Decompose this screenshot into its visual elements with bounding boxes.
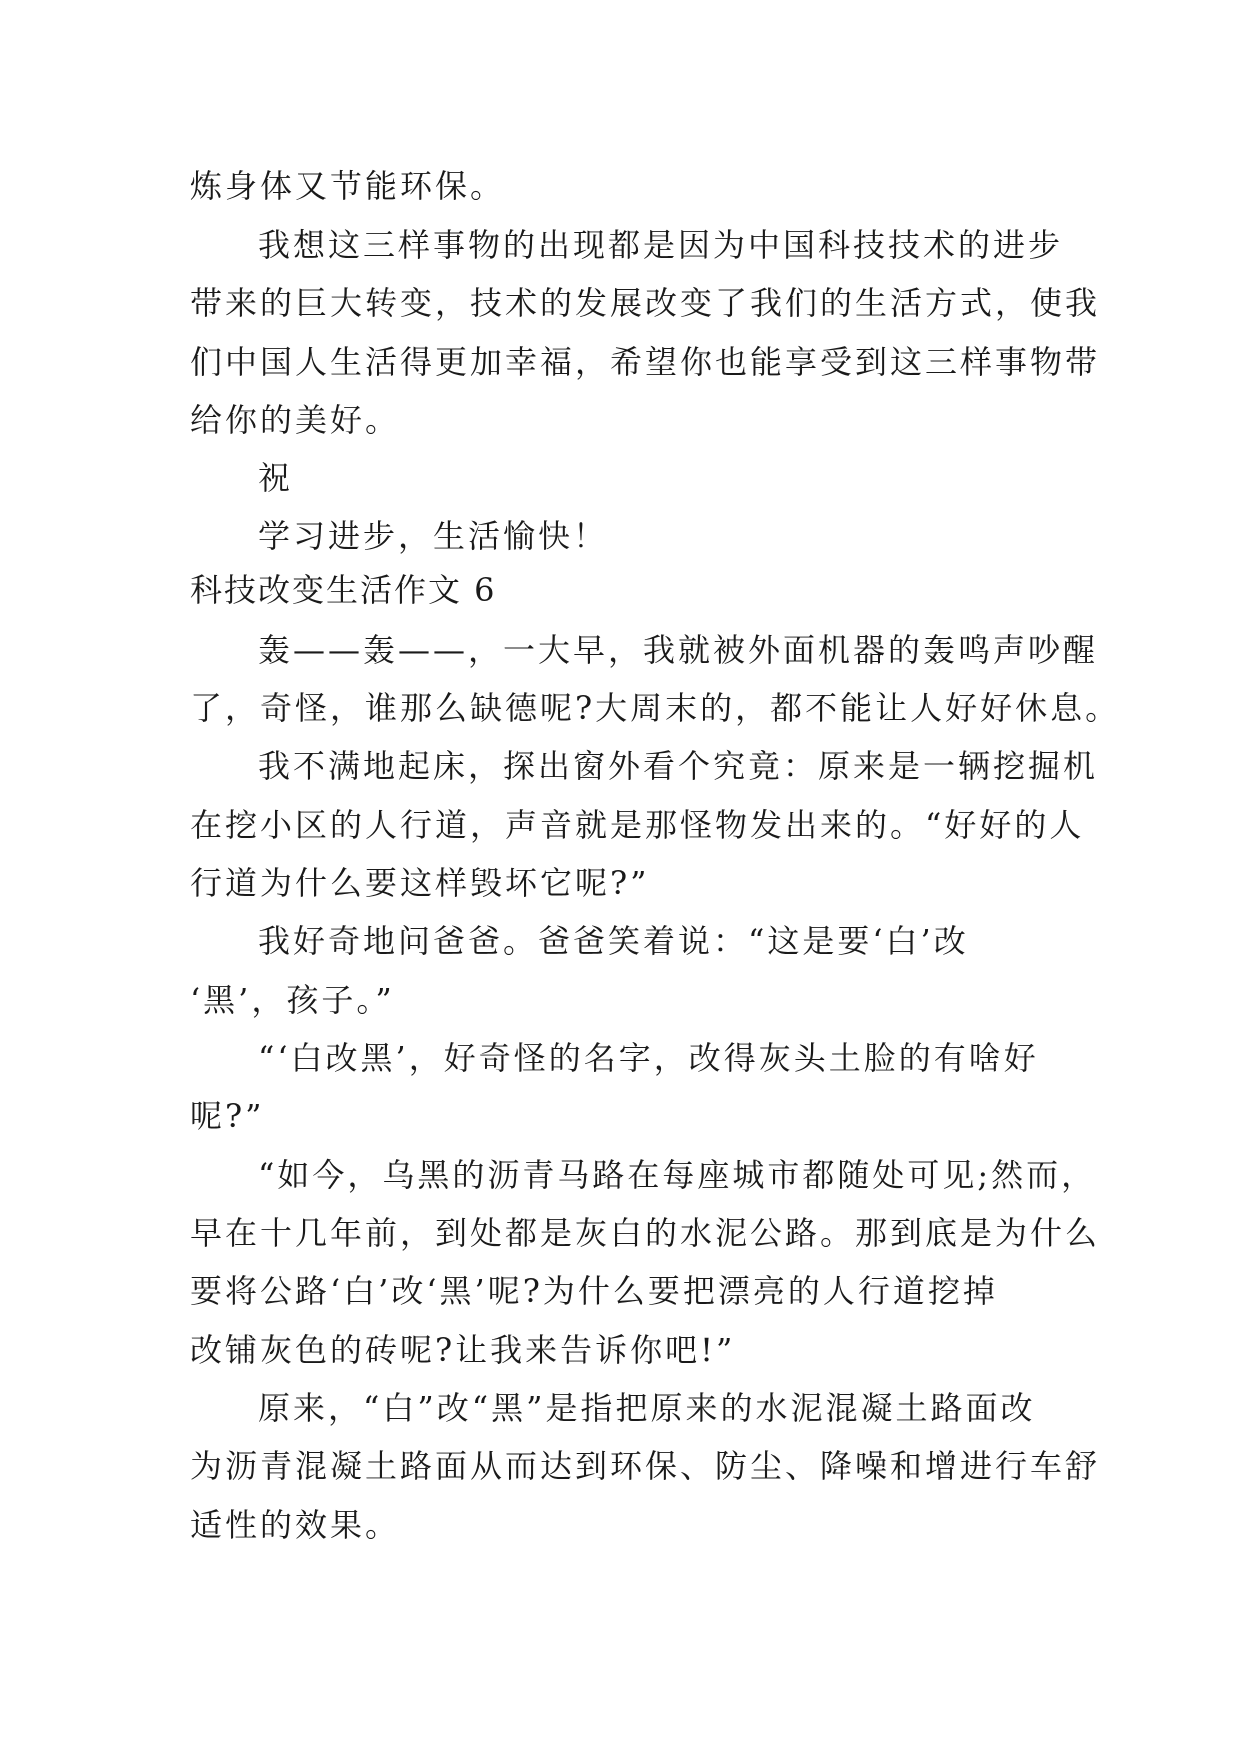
paragraph-line: 带来的巨大转变，技术的发展改变了我们的生活方式，使我 (190, 284, 1101, 322)
paragraph-line: 行道为什么要这样毁坏它呢?” (190, 864, 650, 902)
paragraph-line: 原来，“白”改“黑”是指把原来的水泥混凝土路面改 (258, 1389, 1036, 1427)
wish-line: 学习进步，生活愉快！ (258, 517, 609, 555)
paragraph-line: 炼身体又节能环保。 (190, 167, 506, 205)
paragraph-line: 我好奇地问爸爸。爸爸笑着说：“这是要‘白’改 (258, 922, 969, 960)
paragraph-line: ‘黑’，孩子。” (190, 981, 395, 1019)
paragraph-line: 早在十几年前，到处都是灰白的水泥公路。那到底是为什么 (190, 1214, 1101, 1252)
paragraph-line: 我不满地起床，探出窗外看个究竟：原来是一辆挖掘机 (258, 747, 1099, 785)
paragraph-line: 们中国人生活得更加幸福，希望你也能享受到这三样事物带 (190, 343, 1101, 381)
paragraph-line: 给你的美好。 (190, 401, 401, 439)
paragraph-line: 了，奇怪，谁那么缺德呢?大周末的，都不能让人好好休息。 (190, 689, 1121, 727)
section-heading: 科技改变生活作文 6 (190, 571, 497, 609)
paragraph-line: 适性的效果。 (190, 1506, 401, 1544)
paragraph-line: 为沥青混凝土路面从而达到环保、防尘、降噪和增进行车舒 (190, 1447, 1101, 1485)
paragraph-line: “‘白改黑’，好奇怪的名字，改得灰头土脸的有啥好 (258, 1039, 1039, 1077)
paragraph-line: 在挖小区的人行道，声音就是那怪物发出来的。“好好的人 (190, 806, 1085, 844)
paragraph-line: 轰——轰——，一大早，我就被外面机器的轰鸣声吵醒 (258, 631, 1099, 669)
paragraph-line: 改铺灰色的砖呢?让我来告诉你吧!” (190, 1331, 736, 1369)
paragraph-line: 呢?” (190, 1097, 265, 1135)
paragraph-line: 要将公路‘白’改‘黑’呢?为什么要把漂亮的人行道挖掉 (190, 1272, 998, 1310)
paragraph-line: “如今，乌黑的沥青马路在每座城市都随处可见;然而， (258, 1156, 1097, 1194)
salutation-line: 祝 (258, 459, 294, 497)
paragraph-line: 我想这三样事物的出现都是因为中国科技技术的进步 (258, 226, 1064, 264)
